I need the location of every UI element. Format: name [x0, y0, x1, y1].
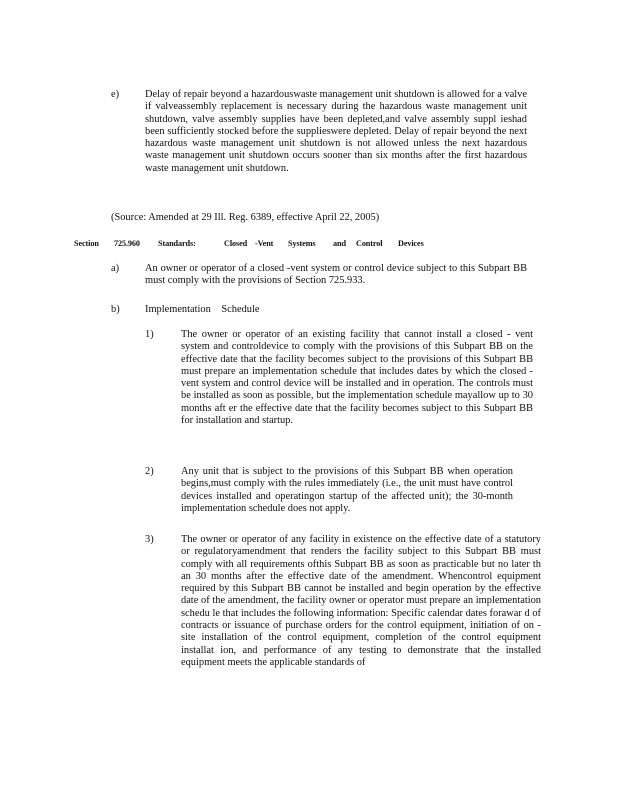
section-title-word: Closed [224, 239, 248, 248]
paragraph-a-text: An owner or operator of a closed -vent system or control device subject to this Subpart BB must comply with the provisions of Section 725.933. [145, 263, 527, 287]
section-title-word: Devices [398, 239, 424, 248]
item-1-text: The owner or operator of an existing facility that cannot install a closed - vent system and controldevice to comply with the provisions of this Subpart BB on the effective date that the facility becomes subject to the provisions of this Subpart BB must prepare an implementation schedule that includes dates by which the closed -vent system and control device will be installed and in operation. The controls must be installed as soon as possible, but the implementation schedule mayallow up to 30 months aft er the effective date that the facility becomes subject to this Subpart BB for installation and startup. [181, 329, 533, 427]
section-title-word: and [333, 239, 346, 248]
paragraph-e-marker: e) [111, 89, 120, 100]
section-title-word: -Vent [255, 239, 274, 248]
item-2-marker: 2) [145, 466, 154, 477]
item-1-marker: 1) [145, 329, 154, 340]
section-title-word: Systems [288, 239, 316, 248]
section-number: 725.960 [114, 239, 140, 248]
section-title-lead: Standards: [158, 239, 196, 248]
paragraph-a-marker: a) [111, 263, 120, 274]
section-label: Section [74, 239, 99, 248]
section-title-word: Control [356, 239, 383, 248]
item-3-marker: 3) [145, 534, 154, 545]
source-note: (Source: Amended at 29 Ill. Reg. 6389, effective April 22, 2005) [111, 212, 380, 223]
item-3-text: The owner or operator of any facility in existence on the effective date of a statutory or regulatoryamendment that renders the facility subject to this Subpart BB must comply with all requirements ofthis Subpart BB as soon as practicable but no later th an 30 months after the effective date of the amendment. Whencontrol equipment required by this Subpart BB cannot be installed and begin operation by the effective date of the amendment, the facility owner or operator must prepare an implementation schedu le that includes the following information: Specific calendar dates forawar d of contracts or issuance of purchase orders for the control equipment, initiation of on -site installation of the control equipment, completion of the control equipment installat ion, and performance of any testing to demonstrate that the installed equipment meets the applicable standards of [181, 534, 541, 668]
item-2-text: Any unit that is subject to the provisions of this Subpart BB when operation begins,must comply with the rules immediately (i.e., the unit must have control devices installed and operatingon startup of the affected unit); the 30-month implementation schedule does not apply. [181, 466, 513, 514]
implementation-schedule-heading: Implementation Schedule [145, 304, 260, 315]
paragraph-b-marker: b) [111, 304, 120, 315]
paragraph-e-text: Delay of repair beyond a hazardouswaste management unit shutdown is allowed for a valve if valveassembly replacement is necessary during the hazardous waste management unit shutdown, valve assembly supplies have been depleted,and valve assembly suppl ieshad been sufficiently stocked before the supplieswere depleted. Delay of repair beyond the next hazardous waste management unit shutdown is not allowed unless the next hazardous waste management unit shutdown occurs sooner than six months after the first hazardous waste management unit shutdown. [145, 89, 527, 174]
